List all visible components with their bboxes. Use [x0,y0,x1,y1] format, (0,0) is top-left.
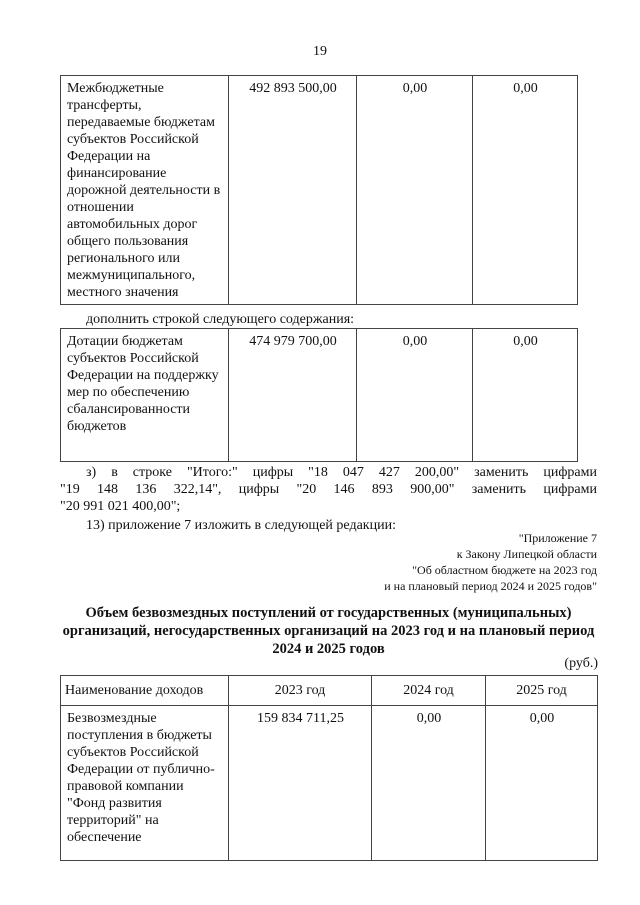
row-name: Межбюджетные трансферты, передаваемые бюджетам субъектов Российской Федерации на финансирование дорожной деятельности в отношении автомобильных дорог общего пользования регионального или межмуниципального, местного значения [61,76,229,305]
value-2025: 0,00 [473,76,578,305]
appendix-line2: к Закону Липецкой области [456,547,597,561]
value-2024: 0,00 [357,329,473,462]
value-2025: 0,00 [473,329,578,462]
revenue-table [60,675,598,861]
paragraph-13: 13) приложение 7 изложить в следующей редакции: [86,518,396,533]
row-name: Безвозмездные поступления в бюджеты субъектов Российской Федерации от публично-правовой компании "Фонд развития территорий" на обеспечение [61,706,229,861]
unit-label: (руб.) [564,656,598,671]
transfers-table [60,75,578,305]
row-name: Дотации бюджетам субъектов Российской Федерации на поддержку мер по обеспечению сбалансированности бюджетов [61,329,229,462]
appendix-line4: и на плановый период 2024 и 2025 годов" [384,579,597,593]
column-header: 2025 год [486,676,598,706]
value-2024: 0,00 [357,76,473,305]
table-row [61,76,578,305]
paragraph-z-line3: "20 991 021 400,00"; [60,499,181,514]
value-2023: 492 893 500,00 [229,76,357,305]
value-2023: 159 834 711,25 [229,706,372,861]
table-row [61,329,578,462]
table-row [61,706,598,861]
column-header: 2024 год [372,676,486,706]
paragraph-z-line1: з) в строке "Итого:" цифры "18 047 427 200,00" заменить цифрами [86,465,597,480]
value-2023: 474 979 700,00 [229,329,357,462]
column-header: Наименование доходов [61,676,229,706]
supplement-line: дополнить строкой следующего содержания: [86,312,355,327]
paragraph-z-line2: "19 148 136 322,14", цифры "20 146 893 900,00" заменить цифрами [60,482,597,497]
column-header: 2023 год [229,676,372,706]
page-number: 19 [313,44,327,59]
subsidies-table [60,328,578,462]
appendix-line3: "Об областном бюджете на 2023 год [412,563,597,577]
section-title: Объем безвозмездных поступлений от государственных (муниципальных) организаций, негосударственных организаций на 2023 год и на плановый период 2024 и 2025 годов [62,605,595,657]
table-header-row [61,676,598,706]
value-2025: 0,00 [486,706,598,861]
appendix-line1: "Приложение 7 [518,531,597,545]
value-2024: 0,00 [372,706,486,861]
